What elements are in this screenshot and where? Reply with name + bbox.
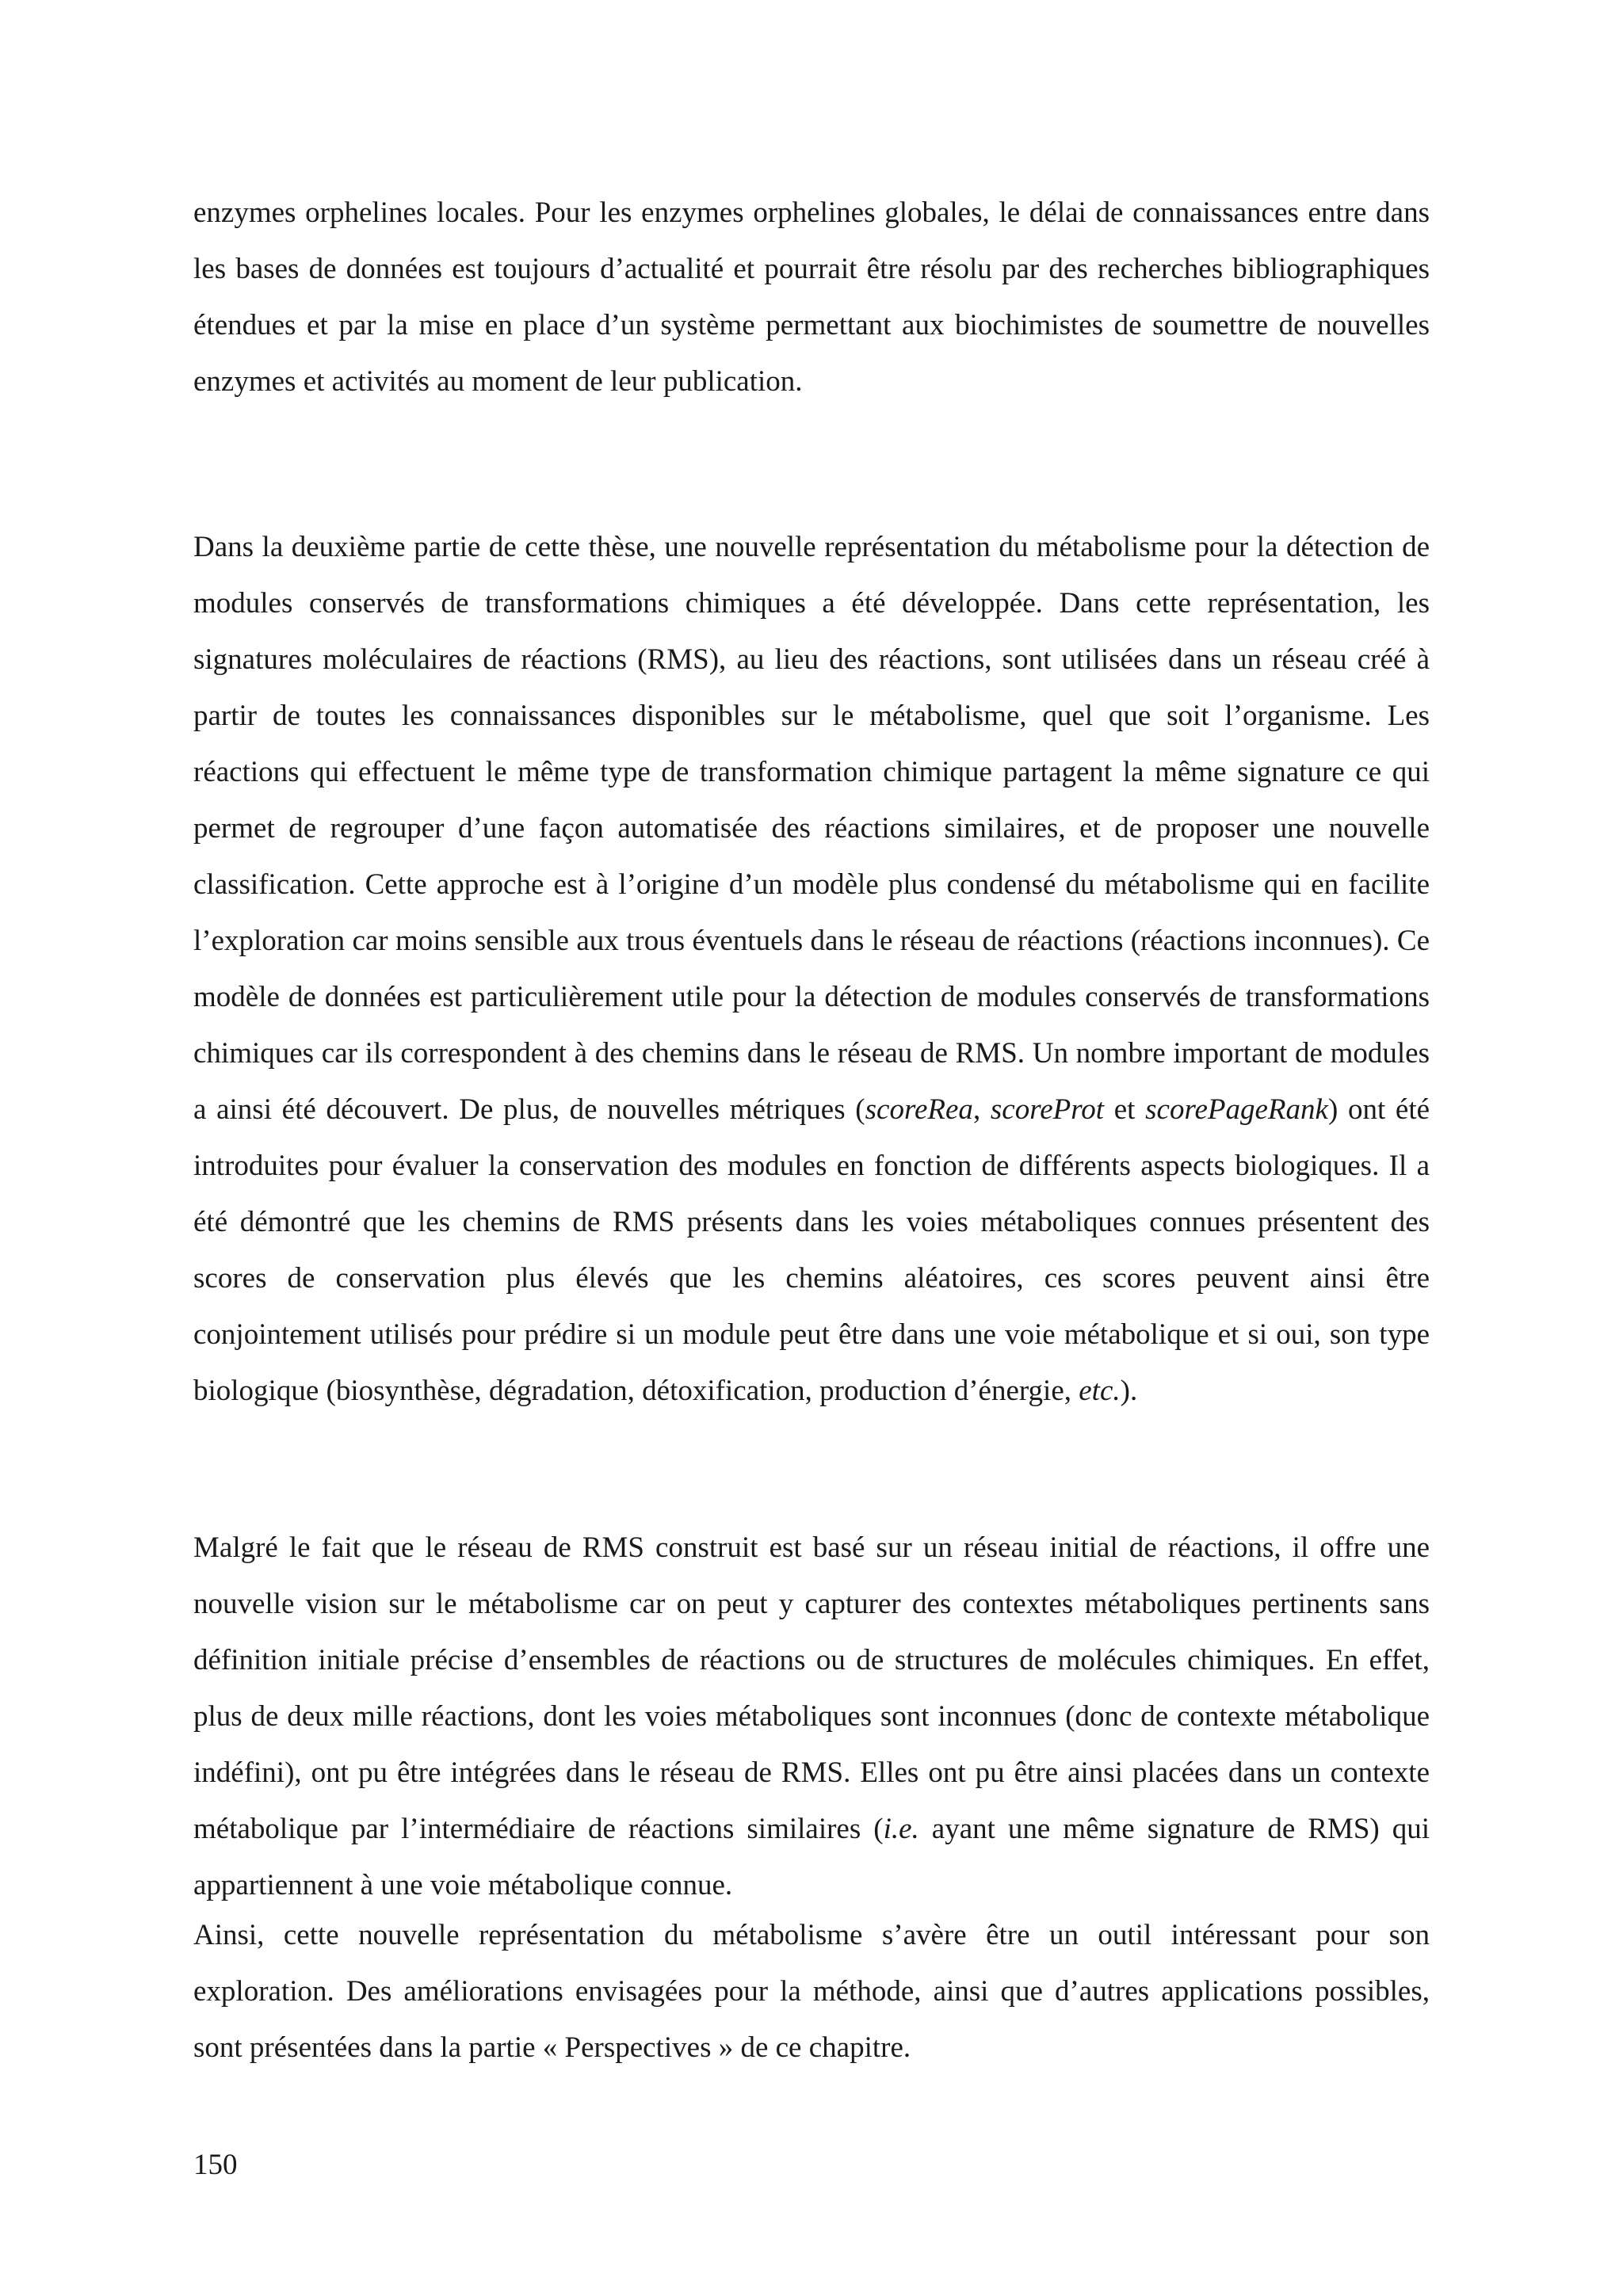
metric-name-scoreprot: scoreProt (990, 1093, 1105, 1126)
text-segment: et (1104, 1093, 1146, 1126)
text-segment: ayant une même signature de RMS) qui appartiennent à une voie métabolique connue. (193, 1813, 1430, 1901)
page-number: 150 (193, 2149, 238, 2181)
text-segment: , (972, 1093, 991, 1126)
paragraph-rms-representation (193, 519, 1430, 1419)
abbreviation-ie: i.e. (883, 1813, 919, 1845)
text-segment: Malgré le fait que le réseau de RMS construit est basé sur un réseau initial de réactions, il offre une nouvelle vision sur le métabolisme car on peut y capturer des contextes métaboliques pertinents sans définition initiale précise d’ensembles de réactions ou de structures de molécules chimiques. En effet, plus de deux mille réactions, dont les voies métaboliques sont inconnues (donc de contexte métabolique indéfini), ont pu être intégrées dans le réseau de RMS. Elles ont pu être ainsi placées dans un contexte métabolique par l’intermédiaire de réactions similaires ( (193, 1531, 1430, 1845)
paragraph-orphan-enzymes: enzymes orphelines locales. Pour les enzymes orphelines globales, le délai de connaissances entre dans les bases de données est toujours d’actualité et pourrait être résolu par des recherches bibliographiques étendues et par la mise en place d’un système permettant aux biochimistes de soumettre de nouvelles enzymes et activités au moment de leur publication. (193, 196, 1430, 398)
text-segment: ). (1120, 1375, 1138, 1407)
metric-name-scorepagerank: scorePageRank (1145, 1093, 1328, 1126)
text-segment: ) ont été introduites pour évaluer la conservation des modules en fonction de différents aspects biologiques. Il a été démontré que les chemins de RMS présents dans les voies métaboliques connues présentent des scores de conservation plus élevés que les chemins aléatoires, ces scores peuvent ainsi être conjointement utilisés pour prédire si un module peut être dans une voie métabolique et si oui, son type biologique (biosynthèse, dégradation, détoxification, production d’énergie, (193, 1093, 1430, 1407)
text-segment: Dans la deuxième partie de cette thèse, une nouvelle représentation du métabolisme pour la détection de modules conservés de transformations chimiques a été développée. Dans cette représentation, les signatures moléculaires de réactions (RMS), au lieu des réactions, sont utilisées dans un réseau créé à partir de toutes les connaissances disponibles sur le métabolisme, quel que soit l’organisme. Les réactions qui effectuent le même type de transformation chimique partagent la même signature ce qui permet de regrouper d’une façon automatisée des réactions similaires, et de proposer une nouvelle classification. Cette approche est à l’origine d’un modèle plus condensé du métabolisme qui en facilite l’exploration car moins sensible aux trous éventuels dans le réseau de réactions (réactions inconnues). Ce modèle de données est particulièrement utile pour la détection de modules conservés de transformations chimiques car ils correspondent à des chemins dans le réseau de RMS. Un nombre important de modules a ainsi été découvert. De plus, de nouvelles métriques ( (193, 531, 1430, 1126)
paragraph-rms-network-vision (193, 1520, 1430, 1913)
abbreviation-etc: etc. (1079, 1375, 1121, 1407)
paragraph-conclusion-perspectives: Ainsi, cette nouvelle représentation du métabolisme s’avère être un outil intéressant pour son exploration. Des améliorations envisagées pour la méthode, ainsi que d’autres applications possibles, sont présentées dans la partie « Perspectives » de ce chapitre. (193, 1919, 1430, 2064)
metric-name-scorerea: scoreRea (865, 1093, 973, 1126)
